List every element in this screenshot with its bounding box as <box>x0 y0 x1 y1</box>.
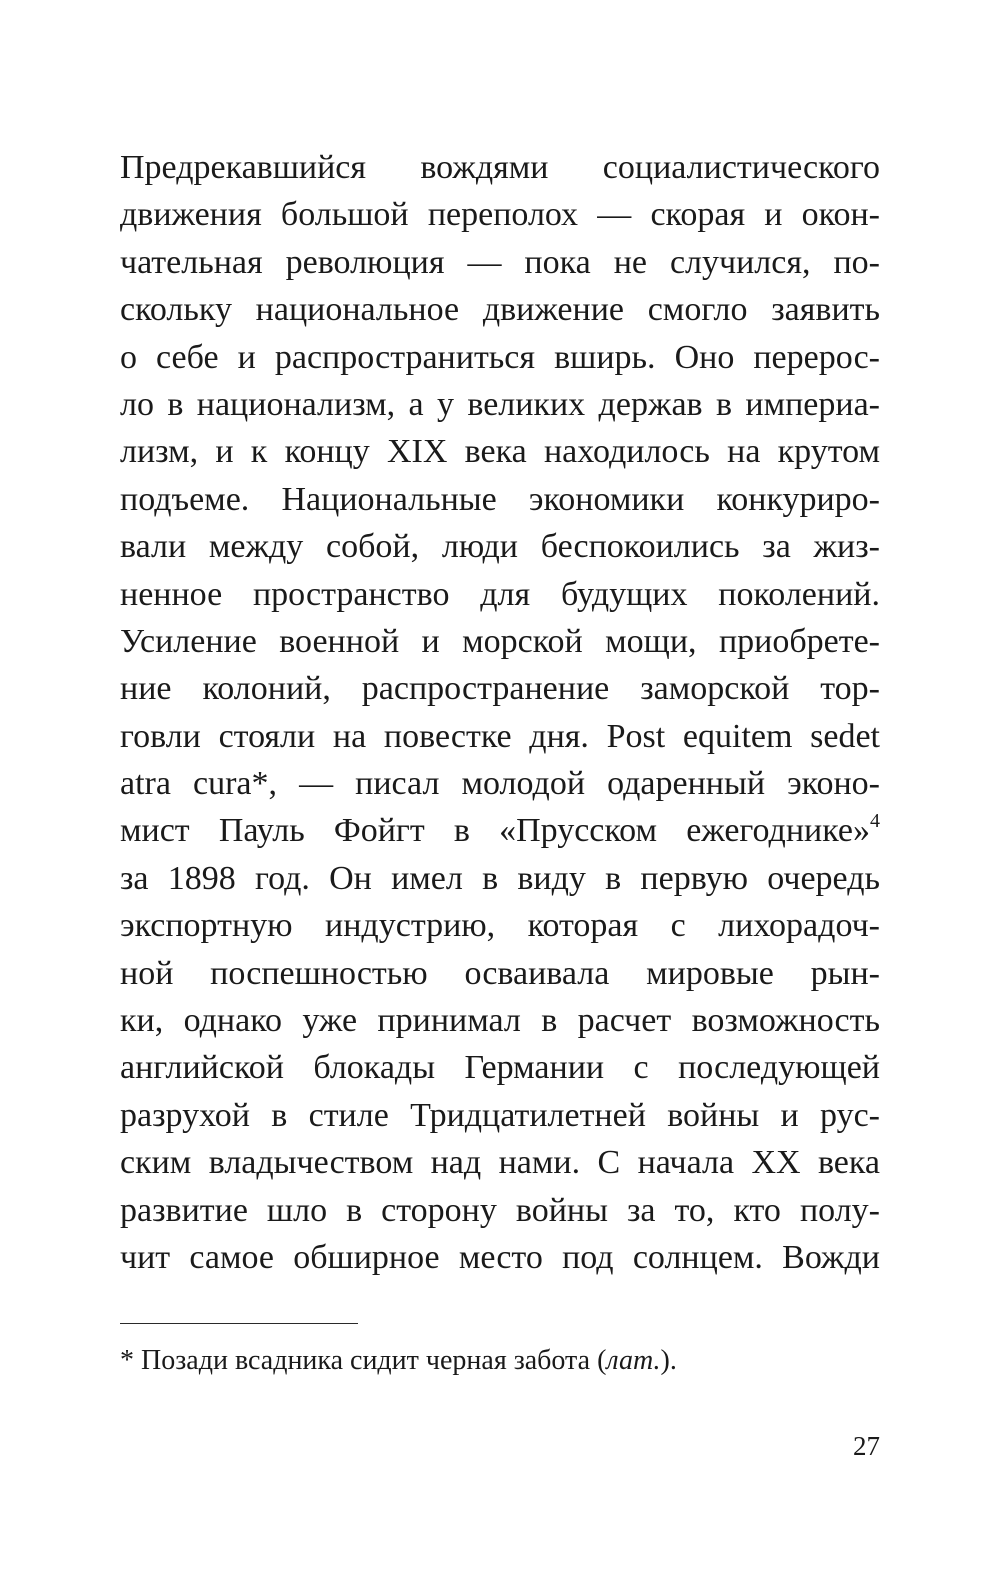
footnote-reference: 4 <box>870 810 880 833</box>
footnote <box>120 1342 880 1380</box>
text-line: английской блокады Германии с последующей <box>120 1049 880 1087</box>
text-line: ненное пространство для будущих поколений. <box>120 575 880 613</box>
text-line: ки, однако уже принимал в расчет возможность <box>120 1002 880 1040</box>
main-text <box>120 144 880 1281</box>
text-line: движения большой переполох — скорая и окон- <box>120 196 880 234</box>
text-line: разрухой в стиле Тридцатилетней войны и рус- <box>120 1096 880 1134</box>
text-line: говли стояли на повестке дня. Post equitem sedet <box>120 717 880 755</box>
text-line: Предрекавшийся вождями социалистического <box>120 149 880 186</box>
footnote-tail: ). <box>660 1345 677 1376</box>
text-line: о себе и распространиться вширь. Оно перерос- <box>120 338 880 376</box>
text-line: ским владычеством над нами. С начала XX века <box>120 1144 880 1182</box>
text-line: подъеме. Национальные экономики конкуриро- <box>120 480 880 518</box>
text-line: atra cura*, — писал молодой одаренный эконо- <box>120 765 880 803</box>
text-line: вали между собой, люди беспокоились за жиз- <box>120 528 880 566</box>
text-line: лизм, и к концу XIX века находилось на крутом <box>120 433 880 471</box>
text-line: за 1898 год. Он имел в виду в первую очередь <box>120 859 880 897</box>
text-line: ло в национализм, а у великих держав в империа- <box>120 385 880 423</box>
footnote-language-note: лат. <box>606 1345 661 1376</box>
text-line-with-footnote-ref <box>120 807 880 854</box>
footnote-divider <box>120 1323 358 1324</box>
text-line: ние колоний, распространение заморской тор- <box>120 670 880 708</box>
text-line: чит самое обширное место под солнцем. Вожди <box>120 1238 880 1276</box>
text-line: ной поспешностью осваивала мировые рын- <box>120 954 880 992</box>
text-line: скольку национальное движение смогло заявить <box>120 291 880 329</box>
text-line: развитие шло в сторону войны за то, кто полу- <box>120 1191 880 1229</box>
text-line-content: мист Пауль Фойгт в «Прусском ежегоднике» <box>120 812 870 850</box>
footnote-text: Позади всадника сидит черная забота ( <box>141 1345 607 1376</box>
text-line: Усиление военной и морской мощи, приобрете- <box>120 622 880 660</box>
text-line: экспортную индустрию, которая с лихорадоч- <box>120 907 880 945</box>
footnote-marker: * <box>120 1345 134 1376</box>
text-line: чательная революция — пока не случился, по- <box>120 243 880 281</box>
page-number: 27 <box>853 1431 880 1461</box>
